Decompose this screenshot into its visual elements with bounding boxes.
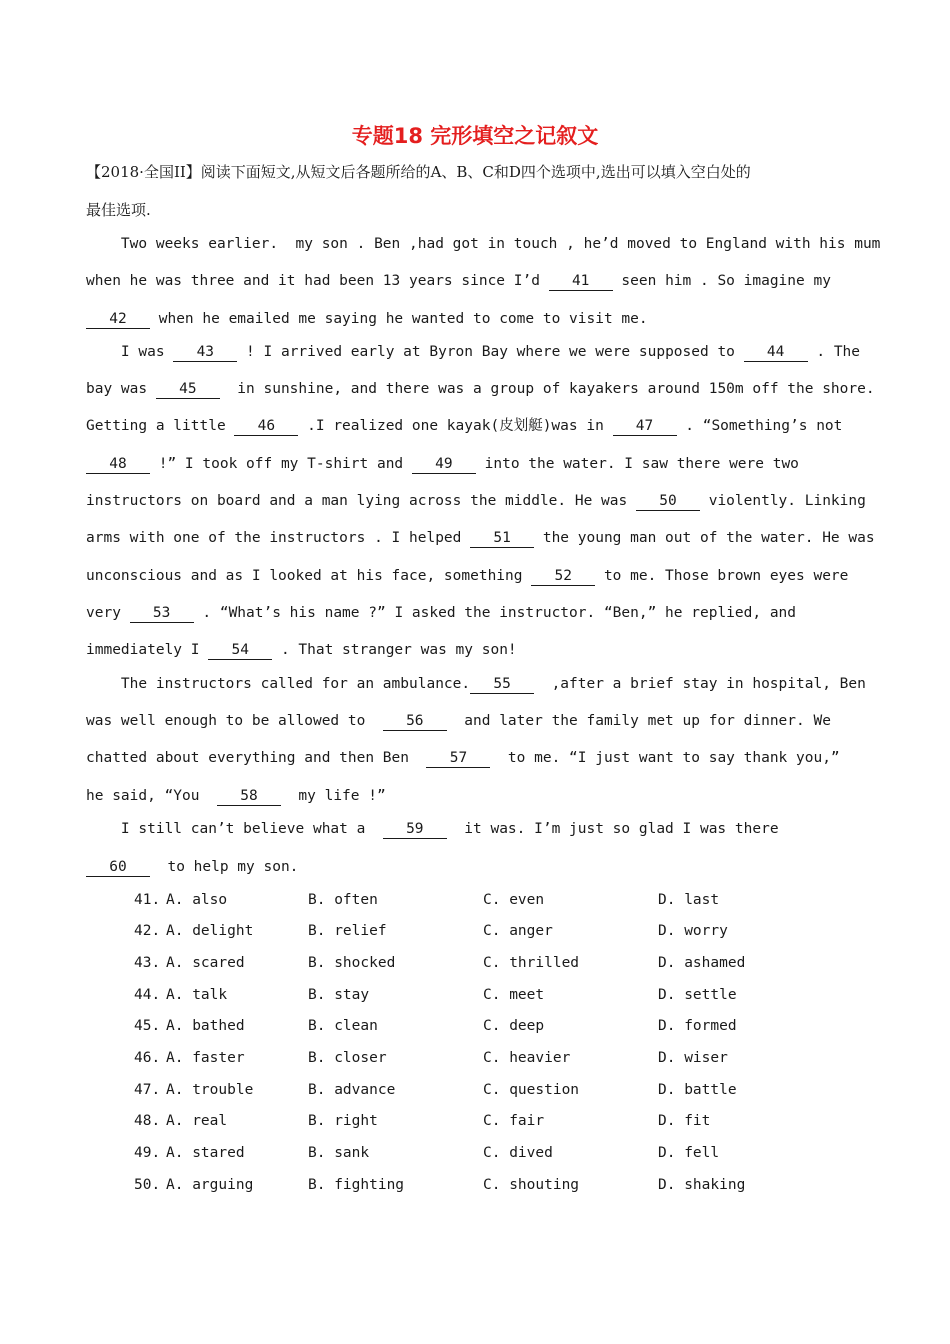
passage-line: I still can’t believe what a 59 it was. I’m just so glad I was there bbox=[86, 821, 779, 837]
option-row bbox=[0, 1111, 950, 1131]
passage-line: Two weeks earlier. my son . Ben ,had got in touch , he’d moved to England with his mum bbox=[86, 236, 881, 252]
option-b: B. sank bbox=[308, 1145, 370, 1161]
blank-60: 60 bbox=[86, 858, 150, 877]
blank-53: 53 bbox=[130, 604, 194, 623]
blank-42: 42 bbox=[86, 310, 150, 329]
option-b: B. shocked bbox=[308, 955, 396, 971]
instructions-line-2: 最佳选项. bbox=[86, 201, 151, 219]
blank-46: 46 bbox=[234, 417, 298, 436]
option-d: D. worry bbox=[658, 923, 728, 939]
passage-line: The instructors called for an ambulance. 55 ,after a brief stay in hospital, Ben bbox=[86, 676, 866, 692]
blank-59: 59 bbox=[383, 820, 447, 839]
question-number: 50. bbox=[134, 1177, 161, 1193]
passage-line: bay was 45 in sunshine, and there was a group of kayakers around 150m off the shore. bbox=[86, 381, 875, 397]
passage-line: 60 to help my son. bbox=[86, 857, 298, 877]
option-row bbox=[0, 1016, 950, 1036]
question-number: 47. bbox=[134, 1082, 161, 1098]
blank-43: 43 bbox=[173, 343, 237, 362]
passage-line: was well enough to be allowed to 56 and later the family met up for dinner. We bbox=[86, 713, 831, 729]
option-a: A. delight bbox=[166, 923, 254, 939]
blank-47: 47 bbox=[613, 417, 677, 436]
option-row bbox=[0, 985, 950, 1005]
passage-line: he said, “You 58 my life !” bbox=[86, 788, 386, 804]
option-row bbox=[0, 953, 950, 973]
option-a: A. arguing bbox=[166, 1177, 254, 1193]
question-number: 41. bbox=[134, 892, 161, 908]
blank-48: 48 bbox=[86, 455, 150, 474]
blank-54: 54 bbox=[208, 641, 272, 660]
option-a: A. faster bbox=[166, 1050, 245, 1066]
blank-44: 44 bbox=[744, 343, 808, 362]
passage-line: arms with one of the instructors . I helped 51 the young man out of the water. He was bbox=[86, 530, 875, 546]
passage-line: immediately I 54 . That stranger was my son! bbox=[86, 642, 517, 658]
option-c: C. meet bbox=[483, 987, 545, 1003]
passage-line: when he was three and it had been 13 years since I’d 41 seen him . So imagine my bbox=[86, 273, 831, 289]
blank-58: 58 bbox=[217, 787, 281, 806]
option-d: D. fit bbox=[658, 1113, 711, 1129]
option-c: C. deep bbox=[483, 1018, 545, 1034]
option-a: A. talk bbox=[166, 987, 228, 1003]
instructions-line-1: 【2018·全国II】阅读下面短文,从短文后各题所给的A、B、C和D四个选项中,选出可以填入空白处的 bbox=[86, 163, 751, 181]
option-d: D. wiser bbox=[658, 1050, 728, 1066]
passage-line: unconscious and as I looked at his face, something 52 to me. Those brown eyes were bbox=[86, 568, 849, 584]
option-c: C. heavier bbox=[483, 1050, 571, 1066]
option-b: B. stay bbox=[308, 987, 370, 1003]
passage-line: 42 when he emailed me saying he wanted to come to visit me. bbox=[86, 309, 648, 329]
blank-50: 50 bbox=[636, 492, 700, 511]
option-d: D. settle bbox=[658, 987, 737, 1003]
blank-57: 57 bbox=[426, 749, 490, 768]
question-number: 42. bbox=[134, 923, 161, 939]
passage-line: chatted about everything and then Ben 57 to me. “I just want to say thank you,” bbox=[86, 750, 840, 766]
passage-line: 48 !” I took off my T-shirt and 49 into the water. I saw there were two bbox=[86, 454, 799, 474]
option-b: B. clean bbox=[308, 1018, 378, 1034]
option-c: C. shouting bbox=[483, 1177, 580, 1193]
option-d: D. last bbox=[658, 892, 720, 908]
option-row bbox=[0, 921, 950, 941]
option-a: A. also bbox=[166, 892, 228, 908]
question-number: 45. bbox=[134, 1018, 161, 1034]
option-row bbox=[0, 1048, 950, 1068]
option-row bbox=[0, 890, 950, 910]
option-b: B. relief bbox=[308, 923, 387, 939]
option-d: D. formed bbox=[658, 1018, 737, 1034]
option-c: C. anger bbox=[483, 923, 553, 939]
passage-line: Getting a little 46 .I realized one kayak(皮划艇)was in 47 . “Something’s not bbox=[86, 418, 843, 434]
option-a: A. real bbox=[166, 1113, 228, 1129]
passage-line: I was 43 ! I arrived early at Byron Bay where we were supposed to 44 . The bbox=[86, 344, 861, 360]
blank-41: 41 bbox=[549, 272, 613, 291]
question-number: 44. bbox=[134, 987, 161, 1003]
passage-line: instructors on board and a man lying across the middle. He was 50 violently. Linking bbox=[86, 493, 866, 509]
question-number: 43. bbox=[134, 955, 161, 971]
blank-55: 55 bbox=[470, 675, 534, 694]
option-d: D. ashamed bbox=[658, 955, 746, 971]
option-b: B. advance bbox=[308, 1082, 396, 1098]
option-a: A. scared bbox=[166, 955, 245, 971]
option-a: A. bathed bbox=[166, 1018, 245, 1034]
blank-56: 56 bbox=[383, 712, 447, 731]
option-d: D. battle bbox=[658, 1082, 737, 1098]
blank-49: 49 bbox=[412, 455, 476, 474]
option-c: C. dived bbox=[483, 1145, 553, 1161]
blank-45: 45 bbox=[156, 380, 220, 399]
option-c: C. question bbox=[483, 1082, 580, 1098]
option-b: B. often bbox=[308, 892, 378, 908]
option-row bbox=[0, 1175, 950, 1195]
blank-52: 52 bbox=[531, 567, 595, 586]
option-c: C. thrilled bbox=[483, 955, 580, 971]
option-b: B. closer bbox=[308, 1050, 387, 1066]
option-d: D. shaking bbox=[658, 1177, 746, 1193]
question-number: 46. bbox=[134, 1050, 161, 1066]
question-number: 48. bbox=[134, 1113, 161, 1129]
question-number: 49. bbox=[134, 1145, 161, 1161]
page-title: 专题18 完形填空之记叙文 bbox=[351, 124, 599, 148]
option-row bbox=[0, 1143, 950, 1163]
option-a: A. trouble bbox=[166, 1082, 254, 1098]
option-a: A. stared bbox=[166, 1145, 245, 1161]
option-c: C. even bbox=[483, 892, 545, 908]
option-b: B. fighting bbox=[308, 1177, 405, 1193]
passage-line: very 53 . “What’s his name ?” I asked the instructor. “Ben,” he replied, and bbox=[86, 605, 797, 621]
option-row bbox=[0, 1080, 950, 1100]
option-c: C. fair bbox=[483, 1113, 545, 1129]
option-d: D. fell bbox=[658, 1145, 720, 1161]
option-b: B. right bbox=[308, 1113, 378, 1129]
blank-51: 51 bbox=[470, 529, 534, 548]
